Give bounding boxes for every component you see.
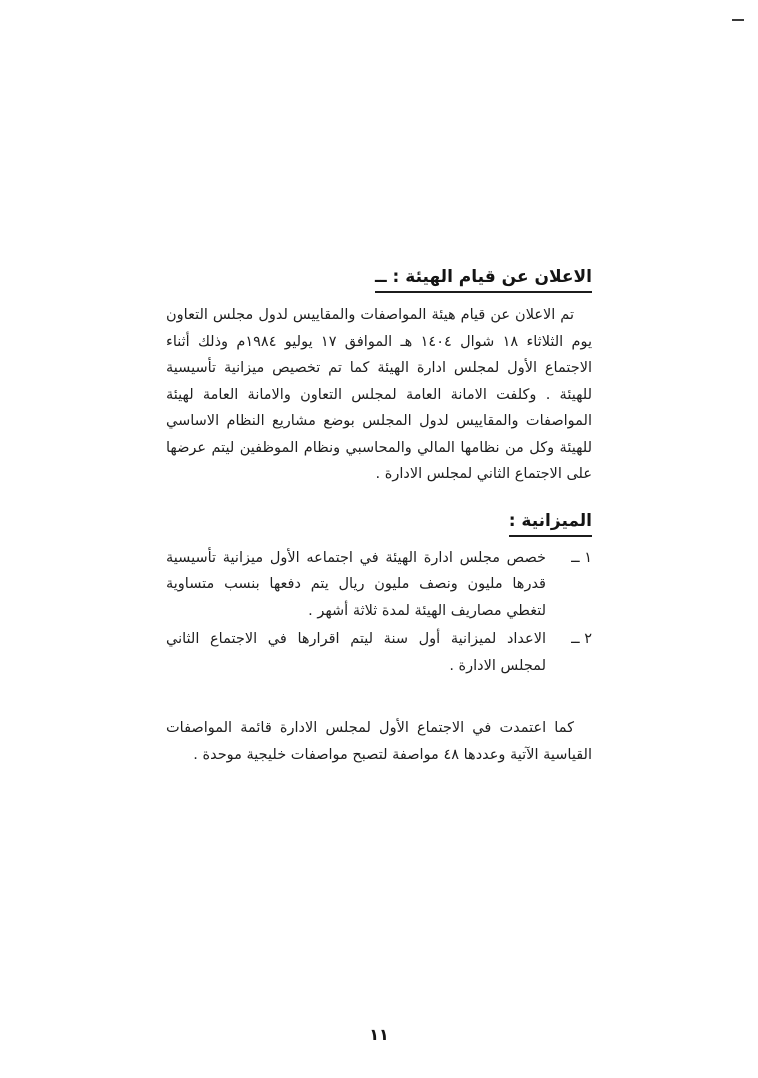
list-item [166,545,592,625]
budget-list [166,545,592,680]
list-item-text: الاعداد لميزانية أول سنة ليتم اقرارها في الاجتماع الثاني لمجلس الادارة . [166,631,546,674]
budget-section-title: الميزانية : [509,510,592,537]
announcement-section-title: الاعلان عن قيام الهيئة : ــ [375,266,592,293]
announcement-section [166,266,592,488]
list-item-number: ١ ــ [571,549,592,566]
corner-dash-mark [732,19,744,21]
closing-paragraph: كما اعتمدت في الاجتماع الأول لمجلس الادارة قائمة المواصفات القياسية الآتية وعددها ٤٨ مواصفة لتصبح مواصفات خليجية موحدة . [166,720,592,763]
list-item-text: خصص مجلس ادارة الهيئة في اجتماعه الأول ميزانية تأسيسية قدرها مليون ونصف مليون ريال يتم دفعها بنسب متساوية لتغطي مصاريف الهيئة لمدة ثلاثة أشهر . [166,549,546,619]
page-number: ١١ [369,1025,389,1044]
budget-section [166,510,592,769]
page-content [166,266,592,768]
list-item [166,626,592,679]
announcement-paragraph: تم الاعلان عن قيام هيئة المواصفات والمقاييس لدول مجلس التعاون يوم الثلاثاء ١٨ شوال ١٤٠٤ هـ الموافق ١٧ يوليو ١٩٨٤م وذلك أثناء الاجتماع الأول لمجلس ادارة الهيئة كما تم تخصيص ميزانية تأسيسية للهيئة . وكلفت الامانة العامة لمجلس التعاون والامانة العامة لهيئة المواصفات والمقاييس لدول المجلس بوضع مشاريع النظام الاساسي للهيئة وكل من نظامها المالي والمحاسبي ونظام الموظفين ليتم عرضها على الاجتماع الثاني لمجلس الادارة . [166,307,592,483]
list-item-number: ٢ ــ [571,631,592,648]
